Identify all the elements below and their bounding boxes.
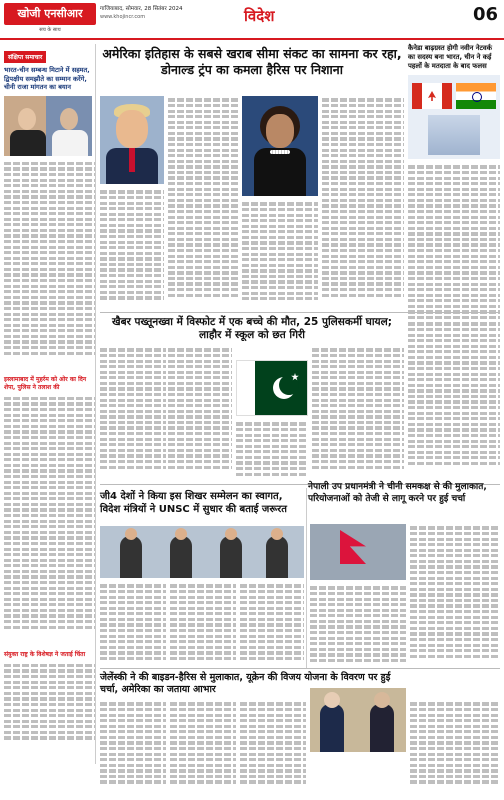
photo-figure-right [52,130,88,156]
story3-headline: जी4 देशों ने किया इस शिखर सम्मेलन का स्वागत, विदेश मंत्रियों ने UNSC में सुधार की बताई जरूरत [100,491,287,515]
section-divider [100,668,500,669]
sidebar-headline: भारत-चीन सम्बन्ध मिटाने में सहमत, द्विपक्षीय समझौते का सम्मान करेंगे, चीनी राजा मांगतन का बयान [4,66,90,91]
lead-body-col-1 [168,96,238,310]
section-divider [100,312,500,313]
story3-body-col-1 [100,582,166,666]
story2-body-col-1 [100,346,166,480]
photo-head [324,692,340,708]
story5-body-col-2 [170,700,236,792]
sidebar-briefs [4,44,96,764]
zelensky-biden-photo [310,688,406,752]
sidebar-subhead: इस्लामाबाद में मुहर्रम को ओर का दिन शेपा, पुलिस ने तलाश की [4,375,87,391]
lead-body-col-3 [322,96,404,310]
photo-figure-left [10,130,46,156]
photo-tie [129,148,135,172]
story4-body-col-2 [410,524,500,668]
masthead-tagline: सच के साथ [39,27,61,33]
right-body-1 [408,163,500,333]
lead-photo-trump [100,96,164,184]
story2-body-col-2 [168,346,232,480]
story5-body-col-1 [100,700,166,792]
photo-face-right [60,108,78,130]
sidebar-body-2 [4,395,95,645]
column-divider [306,488,307,668]
photo-head [225,528,237,540]
sidebar-tag: संक्षिप्त समाचार [4,51,46,63]
photo-person [170,536,192,578]
page-header [0,0,504,40]
header-rule [0,38,504,40]
canada-flag-icon [412,83,452,109]
photo-head [271,528,283,540]
section-title: विदेश [244,7,275,25]
nepal-meeting-photo [310,524,406,580]
flag-white-band [237,361,255,415]
photo-head [374,692,390,708]
story5-body-col-4 [410,700,500,792]
story2-body-col-4 [312,346,404,480]
pakistan-flag-icon [236,360,308,416]
story4-body-col-1 [310,584,406,668]
photo-head [175,528,187,540]
nepal-flag-icon [340,530,366,564]
edition-date: गाजियाबाद, सोमवार, 28 सितंबर 2024 [100,6,183,12]
sidebar-body-1 [4,160,95,370]
sidebar-body-3 [4,662,95,752]
edition-url: www.khojincr.com [100,14,146,20]
right-body-2 [408,320,500,480]
photo-person [266,536,288,578]
india-flag-icon [456,83,496,109]
masthead-logo: खोजी एनसीआर [4,3,96,25]
photo-background [428,115,480,155]
story4-headline: नेपाली उप प्रधानमंत्री ने चीनी समकक्ष से की मुलाकात, परियोजनाओं को तेजी से लागू करने पर हुई चर्चा [308,482,487,504]
right-column [408,44,500,333]
story3-body-col-3 [240,582,304,666]
story5-headline: जेलेंस्की ने की बाइडन-हैरिस से मुलाकात, यूक्रेन की विजय योजना के विवरण पर हुई चर्चा, अमेरिका का जताया आभार [100,672,391,695]
photo-face [116,110,148,148]
edition-line [100,5,250,21]
sidebar-subhead-2: संयुक्त राष्ट्र के विशेषज्ञ ने जताई चिंता [4,650,86,658]
photo-person [370,704,394,752]
lead-photo-harris [242,96,318,196]
page-number: 06 [472,4,498,25]
photo-head [125,528,137,540]
story2-body-col-3 [236,420,308,480]
photo-face-left [18,108,36,130]
photo-suit [254,148,306,196]
photo-face [266,114,294,148]
photo-person [120,536,142,578]
flags-photo [408,75,500,159]
photo-person [320,704,344,752]
lead-body-col-0 [100,188,164,310]
story2-headline: खैबर पख्तूनख्वा में विस्फोट में एक बच्चे की मौत, 25 पुलिसकर्मी घायल; लाहौर में स्कूल को छत गिरी [112,316,392,341]
lead-headline: अमेरिका इतिहास के सबसे खराब सीमा संकट का सामना कर रहा, डोनाल्ड ट्रंप का कमला हैरिस पर निशाना [102,46,402,77]
lead-body-col-2 [242,200,318,310]
right-headline: कैनेडा बाढ़ग्रस्त होगी नवीन नेटवर्क का सदस्य बना भारत, चीन ने कई पहलों के मतदाता के बाद फलस [408,44,492,70]
g4-group-photo [100,526,304,578]
story3-body-col-2 [170,582,236,666]
sidebar-photo [4,96,92,156]
photo-person [220,536,242,578]
photo-necklace [270,150,290,154]
story5-body-col-3 [240,700,306,792]
